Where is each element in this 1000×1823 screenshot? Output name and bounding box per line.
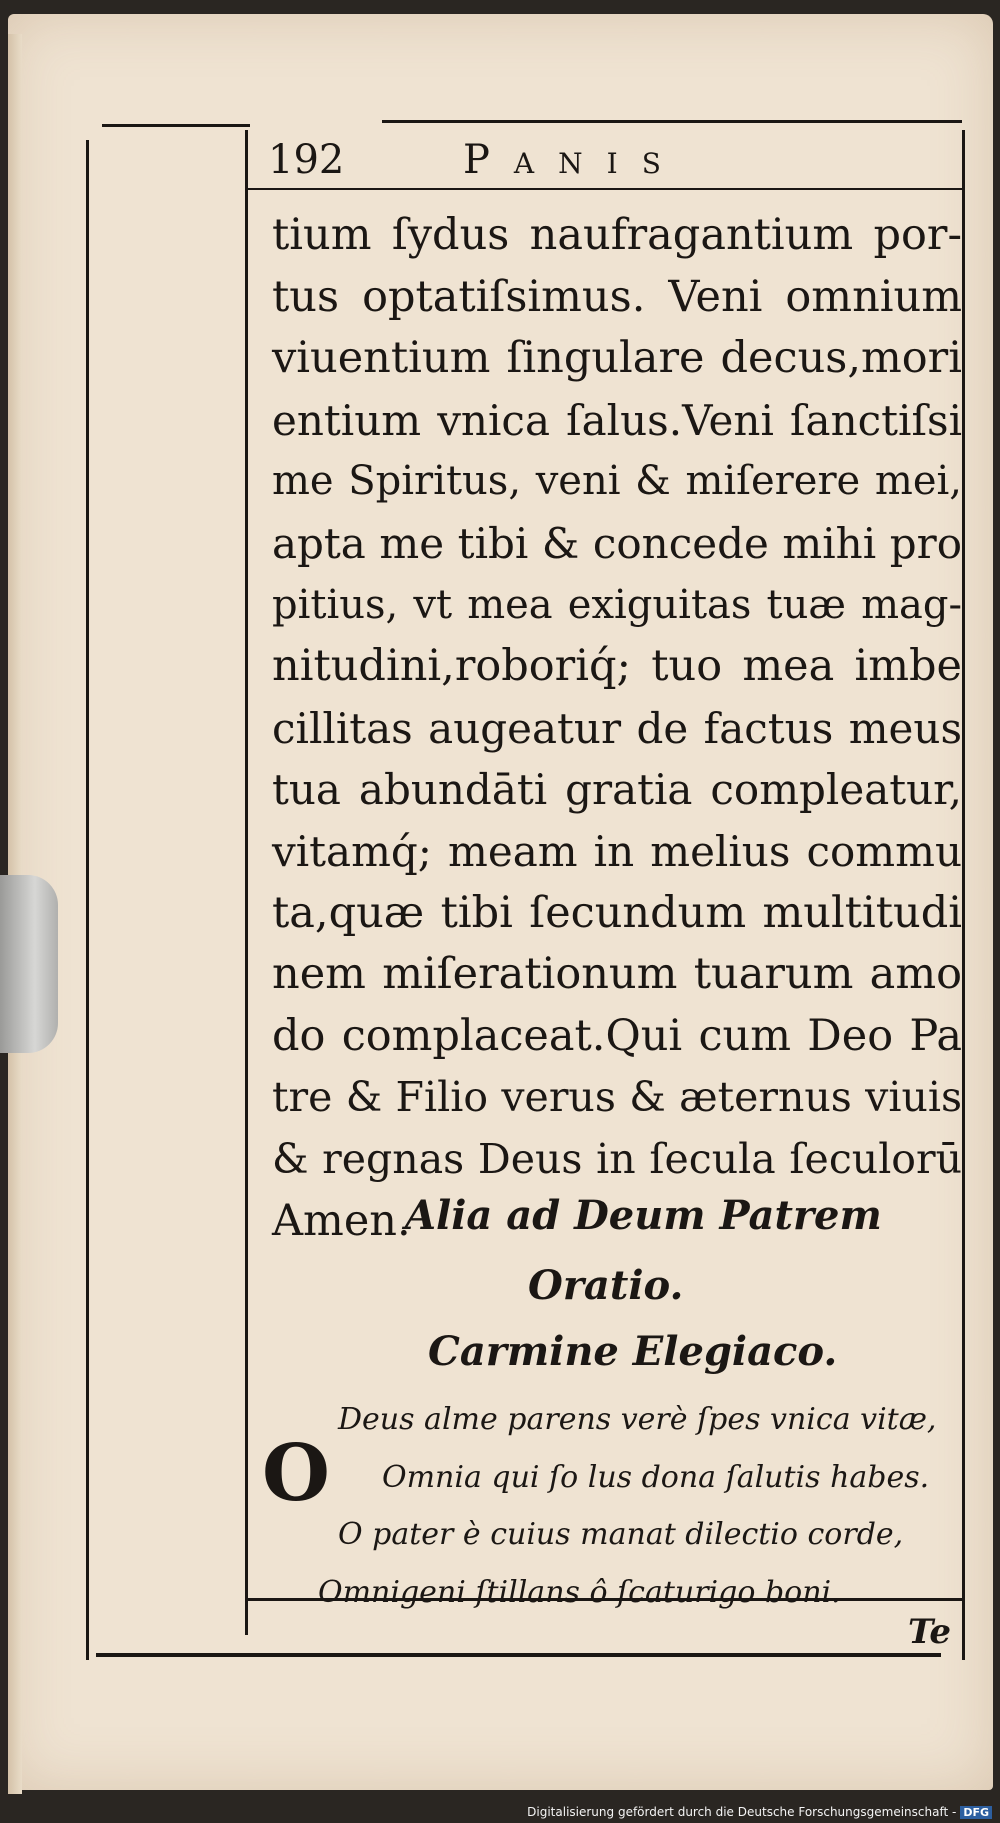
- text-line: do complaceat.Qui cum Deo Pa: [272, 1010, 962, 1061]
- drop-initial: O: [262, 1428, 330, 1519]
- page-clip: [0, 875, 58, 1053]
- text-line: ta,quæ tibi ſecundum multitudi: [272, 887, 962, 938]
- page-header: [268, 132, 958, 188]
- text-line: nitudini,roboriq́; tuo mea imbe: [272, 641, 962, 692]
- header-rule: [248, 188, 962, 190]
- page-number: 192: [268, 137, 345, 183]
- bottom-rule-outer: [96, 1653, 941, 1657]
- text-column-left-rule: [245, 130, 248, 1635]
- text-line: nem miſerationum tuarum amo: [272, 949, 962, 1000]
- verse-line: Omnigeni ſtillans ô ſcaturigo boni.: [318, 1575, 841, 1610]
- credit-text: Digitalisierung gefördert durch die Deutsche Forschungsgemeinschaft -: [527, 1805, 957, 1819]
- dfg-logo: DFG: [960, 1806, 992, 1819]
- text-column-right-rule: [962, 130, 965, 1660]
- body-text: [272, 205, 962, 1252]
- text-line: tua abundāti gratia compleatur,: [272, 765, 962, 815]
- verse-line: O pater è cuius manat dilectio corde,: [338, 1517, 904, 1552]
- text-line: me Spiritus, veni & miſerere mei,: [272, 458, 962, 505]
- top-rule-left: [102, 124, 250, 127]
- text-line: pitius, vt mea exiguitas tuæ mag-: [272, 581, 962, 628]
- text-line: entium vnica ſalus.Veni ſanctiſsi: [272, 395, 962, 445]
- text-line: viuentium ſingulare decus,mori: [272, 333, 962, 384]
- text-line: & regnas Deus in ſecula ſeculorū: [272, 1134, 962, 1183]
- prayer-heading-line-3: Carmine Elegiaco.: [428, 1328, 838, 1375]
- digitization-credit: [527, 1805, 992, 1819]
- left-frame-line: [86, 140, 89, 1660]
- text-line: tus optatiſsimus. Veni omnium: [272, 271, 962, 322]
- verse-line: Omnia qui ſo lus dona ſalutis habes.: [382, 1460, 930, 1495]
- running-head: Panis: [463, 137, 685, 183]
- prayer-heading-line-1: Alia ad Deum Patrem: [405, 1192, 882, 1239]
- text-line: vitamq́; meam in melius commu: [272, 826, 962, 876]
- prayer-heading-line-2: Oratio.: [528, 1262, 684, 1309]
- text-line-last: Amen.: [272, 1195, 411, 1246]
- text-line: apta me tibi & concede mihi pro: [272, 518, 962, 568]
- text-line: cillitas augeatur de factus meus: [272, 703, 962, 753]
- top-rule-right: [382, 120, 962, 123]
- catchword: Te: [908, 1612, 952, 1652]
- text-line: tre & Filio verus & æternus viuis: [272, 1073, 962, 1122]
- verse-line: Deus alme parens verè ſpes vnica vitæ,: [338, 1402, 937, 1437]
- text-line: tium ſydus naufragantium por-: [272, 210, 962, 260]
